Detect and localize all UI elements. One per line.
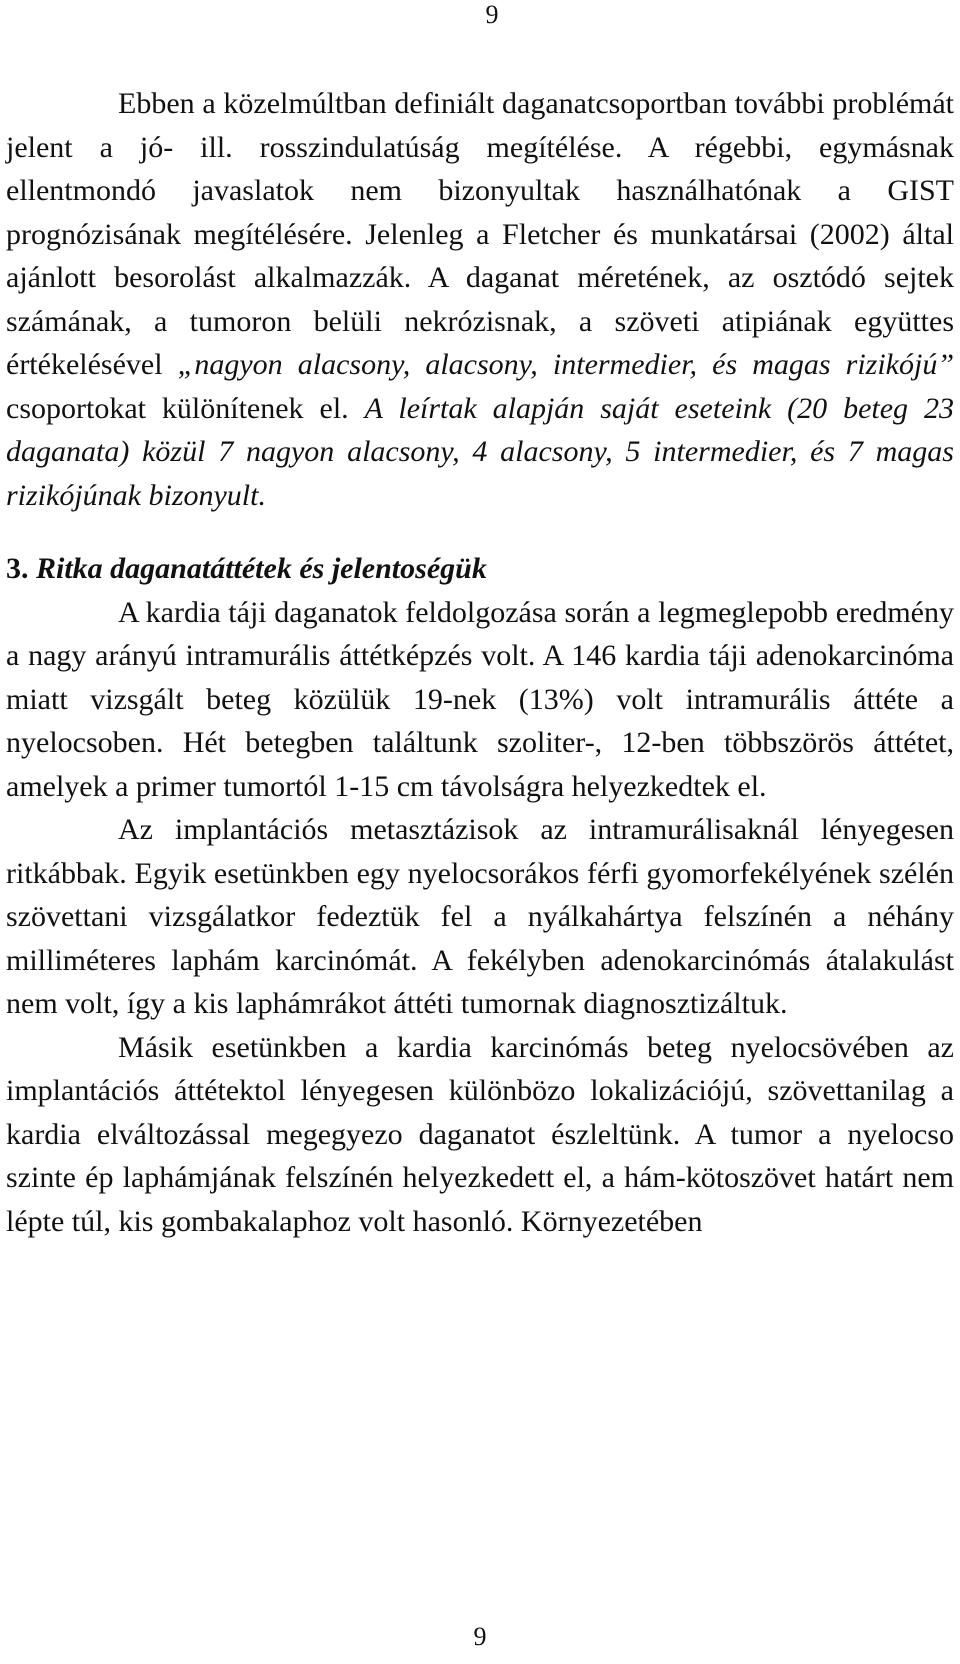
paragraph-text: csoportokat különítenek el.: [6, 391, 365, 425]
section-heading: [6, 547, 954, 591]
page-number-bottom: 9: [473, 1622, 487, 1651]
paragraph-second-case: Másik esetünkben a kardia karcinómás beteg nyelocsövében az implantációs áttétektol lényegesen különbözo lokalizációjú, szövettanilag a kardia elváltozással megegyezo daganatot észleltünk. A tumor a nyelocso szinte ép laphámjának felszínén helyezkedett el, a hám-kötoszövet határt nem lépte túl, kis gombakalaphoz volt hasonló. Környezetében: [6, 1030, 954, 1238]
document-body: [6, 82, 954, 1243]
paragraph-gist-risk: [6, 82, 954, 517]
section-number: 3.: [6, 552, 29, 585]
section-title: Ritka daganatáttétek és jelentoségük: [36, 552, 487, 585]
paragraph-text: Ebben a közelmúltban definiált daganatcsoportban további problémát jelent a jó- ill. rosszindulatúság megítélése. A régebbi, egymásnak ellentmondó javaslatok nem bizonyultak használhatónak a GIST prognózisának megítélésére. Jelenleg a Fletcher és munkatársai (2002) által ajánlott besorolást alkalmazzák. A daganat méretének, az osztódó sejtek számának, a tumoron belüli nekrózisnak, a szöveti atipiának együttes értékelésével: [6, 87, 954, 381]
own-cases-summary: A leírtak alapján saját eseteink (20 beteg 23 daganata) közül 7 nagyon alacsony, 4 alacsony, 5 intermedier, és 7 magas rizikójúnak bizonyult.: [6, 391, 954, 512]
paragraph-implantation-metastases: Az implantációs metasztázisok az intramurálisaknál lényegesen ritkábbak. Egyik esetünkben egy nyelocsorákos férfi gyomorfekélyének szélén szövettani vizsgálatkor fedeztük fel a nyálkahártya felszínén a néhány milliméteres laphám karcinómát. A fekélyben adenokarcinómás átalakulást nem volt, így a kis laphámrákot áttéti tumornak diagnosztizáltuk.: [6, 813, 954, 1020]
risk-categories-quote: „nagyon alacsony, alacsony, intermedier, és magas rizikójú”: [177, 348, 955, 381]
page-number-top: 9: [485, 0, 499, 29]
paragraph-intramural-metastases: A kardia táji daganatok feldolgozása során a legmeglepobb eredmény a nagy arányú intramurális áttétképzés volt. A 146 kardia táji adenokarcinóma miatt vizsgált beteg közülük 19-nek (13%) volt intramurális áttéte a nyelocsoben. Hét betegben találtunk szoliter-, 12-ben többszörös áttétet, amelyek a primer tumortól 1-15 cm távolságra helyezkedtek el.: [6, 595, 954, 803]
